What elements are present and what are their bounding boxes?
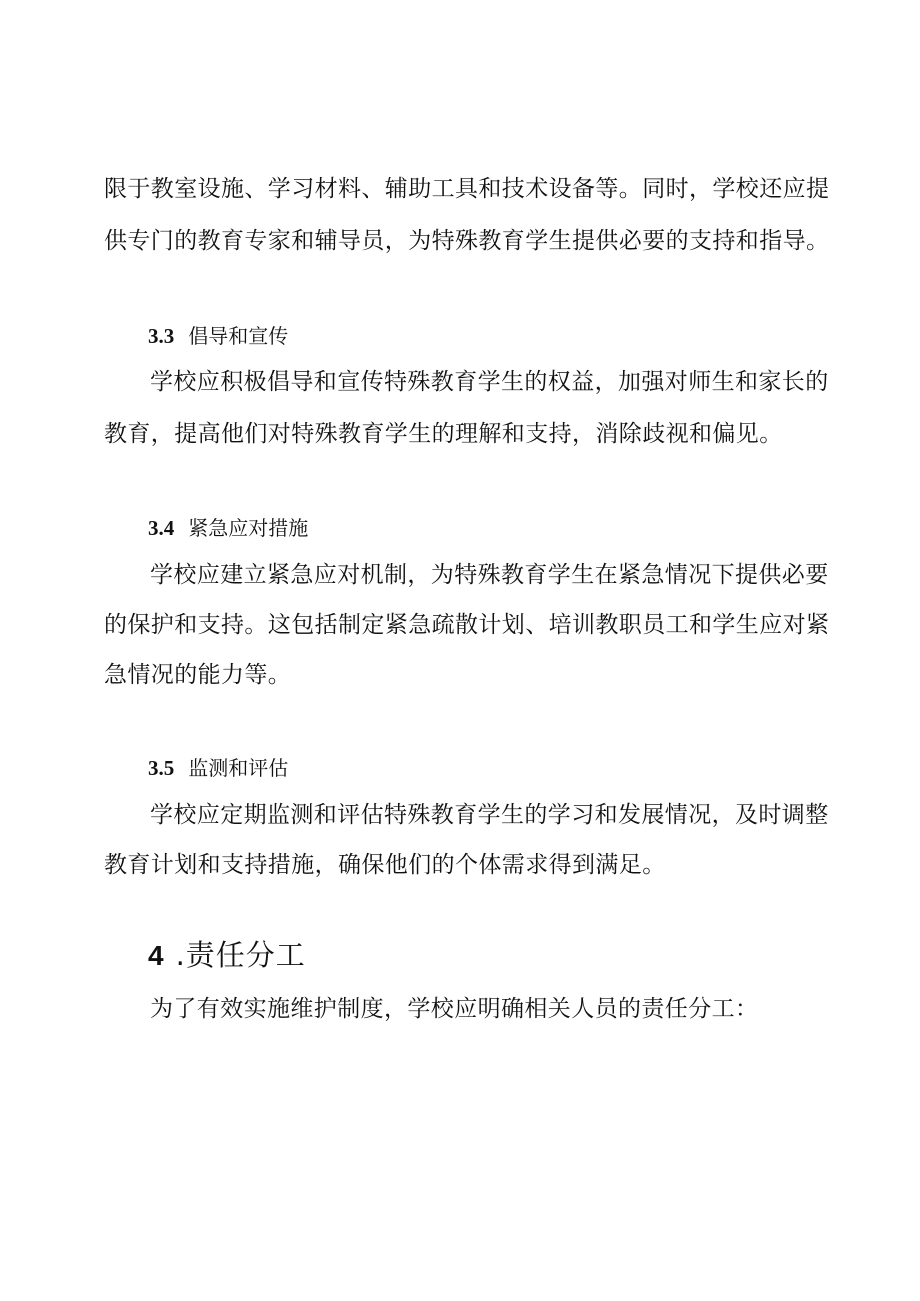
chapter-heading bbox=[148, 938, 306, 972]
chapter-title: .责任分工 bbox=[175, 938, 306, 972]
section-heading-3-3 bbox=[148, 326, 288, 347]
section-title: 监测和评估 bbox=[188, 756, 289, 780]
paragraph-line: 学校应建立紧急应对机制，为特殊教育学生在紧急情况下提供必要 bbox=[150, 562, 829, 588]
paragraph-line: 供专门的教育专家和辅导员，为特殊教育学生提供必要的支持和指导。 bbox=[104, 228, 830, 254]
paragraph-line: 教育，提高他们对特殊教育学生的理解和支持，消除歧视和偏见。 bbox=[104, 421, 783, 447]
section-title: 紧急应对措施 bbox=[188, 516, 309, 540]
section-title: 倡导和宣传 bbox=[188, 324, 289, 348]
paragraph-line: 学校应积极倡导和宣传特殊教育学生的权益，加强对师生和家长的 bbox=[150, 369, 829, 395]
section-number: 3.4 bbox=[148, 516, 175, 540]
paragraph-line: 学校应定期监测和评估特殊教育学生的学习和发展情况，及时调整 bbox=[150, 802, 829, 828]
chapter-number: 4 bbox=[148, 940, 164, 971]
section-number: 3.3 bbox=[148, 324, 175, 348]
section-heading-3-5 bbox=[148, 758, 288, 779]
paragraph-line: 急情况的能力等。 bbox=[104, 662, 292, 688]
section-number: 3.5 bbox=[148, 756, 175, 780]
paragraph-line: 教育计划和支持措施，确保他们的个体需求得到满足。 bbox=[104, 852, 666, 878]
paragraph-line: 的保护和支持。这包括制定紧急疏散计划、培训教职员工和学生应对紧 bbox=[104, 612, 830, 638]
section-heading-3-4 bbox=[148, 518, 308, 539]
paragraph-line: 为了有效实施维护制度，学校应明确相关人员的责任分工： bbox=[150, 996, 759, 1022]
paragraph-line: 限于教室设施、学习材料、辅助工具和技术设备等。同时，学校还应提 bbox=[104, 176, 830, 202]
